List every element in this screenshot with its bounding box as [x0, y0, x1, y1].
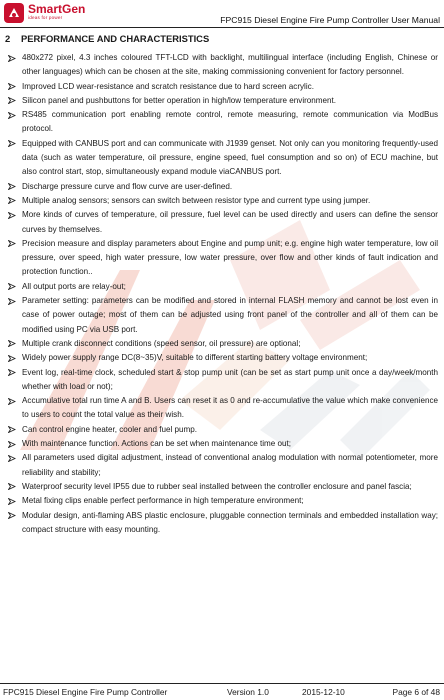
- arrow-bullet-icon: [8, 455, 16, 462]
- list-item-text: RS485 communication port enabling remote control, remote measuring, remote communication via ModBus protocol.: [22, 110, 438, 134]
- arrow-bullet-icon: [8, 398, 16, 405]
- list-item: [6, 480, 438, 494]
- arrow-bullet-icon: [8, 426, 16, 433]
- feature-list: [6, 51, 438, 537]
- list-item: [6, 280, 438, 294]
- header-divider: [0, 27, 444, 28]
- arrow-bullet-icon: [8, 369, 16, 376]
- document-title: FPC915 Diesel Engine Fire Pump Controller User Manual: [220, 15, 440, 25]
- arrow-bullet-icon: [8, 441, 16, 448]
- list-item-text: All parameters used digital adjustment, instead of conventional analog modulation with normal potentiometer, more reliability and stability;: [22, 453, 438, 477]
- list-item-text: Metal fixing clips enable perfect performance in high temperature environment;: [22, 496, 304, 506]
- list-item: [6, 509, 438, 538]
- arrow-bullet-icon: [8, 512, 16, 519]
- brand-name: SmartGen: [28, 2, 86, 16]
- arrow-bullet-icon: [8, 298, 16, 305]
- list-item-text: Equipped with CANBUS port and can communicate with J1939 genset. Not only can you monitoring frequently-used data (such as water temperature, oil pressure, engine speed, fuel consumption and so on) of ECU machine, but also control start, stop, simultaneously expand module viaCANBUS port.: [22, 138, 438, 177]
- arrow-bullet-icon: [8, 83, 16, 90]
- list-item: [6, 337, 438, 351]
- list-item-text: Parameter setting: parameters can be modified and stored in internal FLASH memory and cannot be lost even in case of power outage; most of them can be adjusted using front panel of the controller and all of them can be modified using PC via USB port.: [22, 296, 438, 334]
- arrow-bullet-icon: [8, 212, 16, 219]
- arrow-bullet-icon: [8, 483, 16, 490]
- page-header: [0, 0, 444, 28]
- list-item-text: Widely power supply range DC(8~35)V, suitable to different starting battery voltage environment;: [22, 353, 368, 363]
- list-item-text: With maintenance function. Actions can be set when maintenance time out;: [22, 439, 292, 449]
- footer-divider: [0, 683, 444, 684]
- section-heading: [5, 33, 209, 44]
- list-item: [6, 108, 438, 137]
- list-item-text: All output ports are relay-out;: [22, 281, 126, 291]
- section-title: PERFORMANCE AND CHARACTERISTICS: [21, 33, 210, 44]
- list-item-text: Silicon panel and pushbuttons for better operation in high/low temperature environment.: [22, 95, 337, 105]
- list-item: [6, 180, 438, 194]
- arrow-bullet-icon: [8, 498, 16, 505]
- list-item-text: Multiple crank disconnect conditions (speed sensor, oil pressure) are optional;: [22, 338, 301, 348]
- arrow-bullet-icon: [8, 97, 16, 104]
- list-item-text: Event log, real-time clock, scheduled start & stop pump unit (can be set as start pump unit once a day/week/month whether with load or not);: [22, 367, 438, 391]
- list-item-text: Accumulative total run time A and B. Users can reset it as 0 and re-accumulative the value which make convenience to users to count the total value as their wish.: [22, 396, 438, 420]
- list-item-text: Modular design, anti-flaming ABS plastic enclosure, pluggable connection terminals and embedded installation way; compact structure with easy mounting.: [22, 510, 438, 534]
- footer-page-number: Page 6 of 48: [392, 687, 440, 697]
- list-item: [6, 451, 438, 480]
- arrow-bullet-icon: [8, 112, 16, 119]
- arrow-bullet-icon: [8, 140, 16, 147]
- list-item-text: Precision measure and display parameters about Engine and pump unit; e.g. engine high water temperature, low oil pressure, over speed, high water pressure, low water pressure, over flow and other kinds of fault indication and protection function..: [22, 238, 438, 277]
- footer-product: FPC915 Diesel Engine Fire Pump Controller: [3, 687, 168, 697]
- list-item: [6, 51, 438, 80]
- arrow-bullet-icon: [8, 355, 16, 362]
- list-item-text: Can control engine heater, cooler and fuel pump.: [22, 424, 198, 434]
- list-item-text: Discharge pressure curve and flow curve are user-defined.: [22, 181, 233, 191]
- footer-version: Version 1.0: [227, 687, 269, 697]
- arrow-bullet-icon: [8, 183, 16, 190]
- brand-tagline: ideas for power: [28, 15, 63, 20]
- list-item-text: Waterproof security level IP55 due to rubber seal installed between the controller enclosure and panel fascia;: [22, 481, 412, 491]
- list-item: [6, 366, 438, 395]
- section-number: 2: [5, 33, 11, 44]
- list-item: [6, 208, 438, 237]
- list-item: [6, 237, 438, 280]
- list-item: [6, 437, 438, 451]
- list-item-text: More kinds of curves of temperature, oil pressure, fuel level can be used directly and users can define the sensor curves by themselves.: [22, 210, 438, 234]
- arrow-bullet-icon: [8, 340, 16, 347]
- list-item: [6, 294, 438, 337]
- list-item: [6, 351, 438, 365]
- page-footer: [0, 683, 444, 700]
- arrow-bullet-icon: [8, 55, 16, 62]
- list-item-text: Multiple analog sensors; sensors can switch between resistor type and current type using jumper.: [22, 195, 371, 205]
- list-item: [6, 94, 438, 108]
- arrow-bullet-icon: [8, 283, 16, 290]
- arrow-bullet-icon: [8, 197, 16, 204]
- list-item-text: 480x272 pixel, 4.3 inches coloured TFT-LCD with backlight, multilingual interface (including English, Chinese or other languages) which can be chosen at the site, making commissioning convenient for factory personnel.: [22, 53, 438, 77]
- list-item: [6, 394, 438, 423]
- arrow-bullet-icon: [8, 240, 16, 247]
- list-item: [6, 423, 438, 437]
- list-item: [6, 80, 438, 94]
- list-item-text: Improved LCD wear-resistance and scratch resistance due to hard screen acrylic.: [22, 81, 314, 91]
- list-item: [6, 137, 438, 180]
- list-item: [6, 494, 438, 508]
- list-item: [6, 194, 438, 208]
- footer-date: 2015-12-10: [302, 687, 345, 697]
